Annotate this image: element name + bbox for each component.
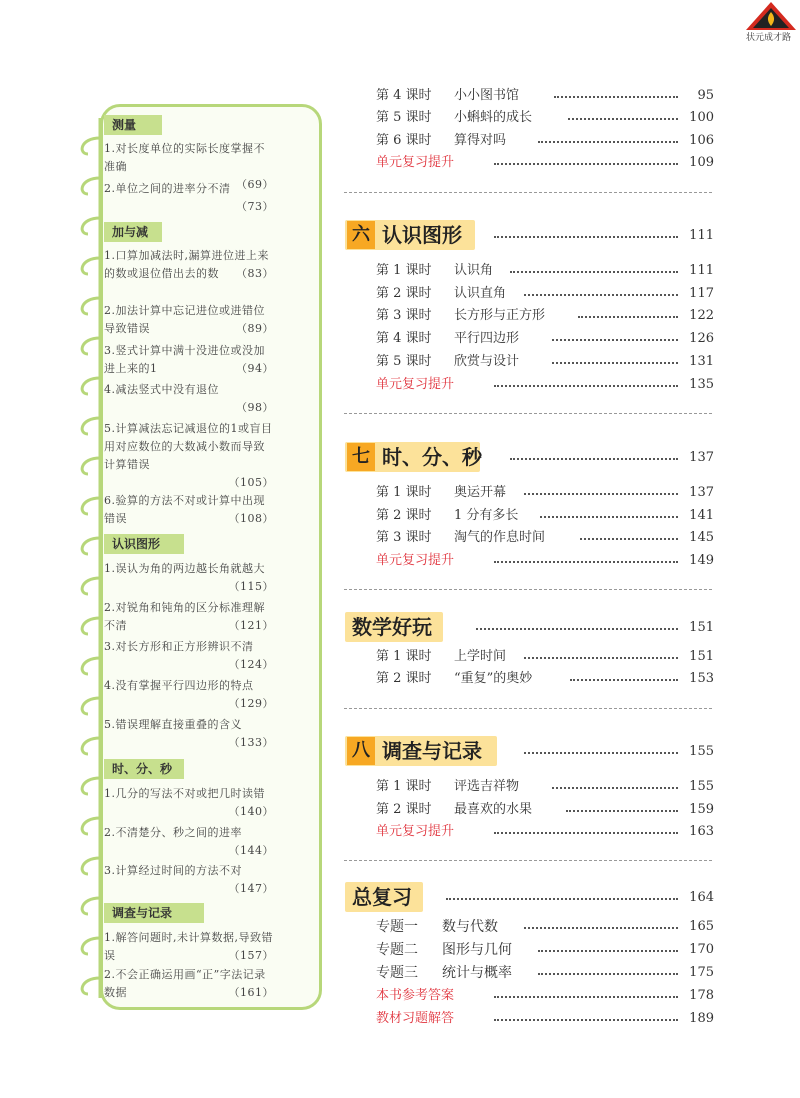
section-divider	[344, 413, 712, 414]
chapter-title[interactable]: 调查与记录	[382, 739, 482, 763]
section-divider	[344, 860, 712, 861]
section-divider	[344, 589, 712, 590]
vine-decoration-icon	[60, 118, 104, 998]
dot-leader	[494, 236, 678, 238]
logo-text: 状元成才路	[746, 33, 792, 43]
section-heading-time: 时、分、秒	[104, 759, 184, 779]
error-item: 1.解答问题时,未计算数据,导致错误 （157）	[104, 931, 274, 962]
section-heading-measure: 测量	[104, 115, 162, 135]
chapter-title[interactable]: 时、分、秒	[382, 445, 482, 469]
error-item: 4.减法竖式中没有退位 （98）	[104, 383, 274, 414]
section-heading-add-subtract: 加与减	[104, 222, 162, 242]
section-heading-survey: 调查与记录	[104, 903, 204, 923]
error-item: 5.计算减法忘记减退位的1或盲目用对应数位的大数减小数而导致计算错误 （105）	[104, 422, 274, 489]
error-item: 2.单位之间的进率分不清 （73）	[104, 182, 274, 213]
error-item: 1.口算加减法时,漏算进位进上来的数或退位借出去的数 （83）	[104, 249, 274, 280]
error-item: 4.没有掌握平行四边形的特点 （129）	[104, 679, 274, 710]
error-item: 2.对锐角和钝角的区分标准理解不清 （121）	[104, 601, 274, 632]
dot-leader	[476, 628, 678, 630]
section-heading-shapes: 认识图形	[104, 534, 184, 554]
dot-leader	[494, 832, 678, 834]
dot-leader	[494, 163, 678, 165]
error-item: 1.几分的写法不对或把几时读错 （140）	[104, 787, 274, 818]
error-item: 2.不清楚分、秒之间的进率 （144）	[104, 826, 274, 857]
dot-leader	[494, 1019, 678, 1021]
dot-leader	[510, 458, 678, 460]
chapter-number: 七	[347, 443, 375, 471]
error-item: 6.验算的方法不对或计算中出现错误 （108）	[104, 494, 274, 525]
error-item: 3.计算经过时间的方法不对 （147）	[104, 864, 274, 895]
dot-leader	[494, 996, 678, 998]
error-item: 3.对长方形和正方形辨识不清 （124）	[104, 640, 274, 671]
chapter-title[interactable]: 认识图形	[382, 223, 462, 247]
chapter-title[interactable]: 数学好玩	[352, 615, 432, 639]
error-item: 2.不会正确运用画“正”字法记录数据 （161）	[104, 968, 274, 999]
chapter-number: 八	[347, 737, 375, 765]
error-item: 1.对长度单位的实际长度掌握不准确 （69）	[104, 142, 274, 191]
dot-leader	[510, 271, 678, 273]
dot-leader	[446, 898, 678, 900]
chapter-number: 六	[347, 221, 375, 249]
section-divider	[344, 192, 712, 193]
error-item: 1.误认为角的两边越长角就越大 （115）	[104, 562, 274, 593]
error-item: 3.竖式计算中满十没进位或没加进上来的1 （94）	[104, 344, 274, 375]
dot-leader	[494, 561, 678, 563]
error-item: 2.加法计算中忘记进位或进错位导致错误 （89）	[104, 304, 274, 335]
dot-leader	[494, 385, 678, 387]
chapter-title[interactable]: 总复习	[352, 885, 412, 909]
error-item: 5.错误理解直接重叠的含义 （133）	[104, 718, 274, 749]
section-divider	[344, 708, 712, 709]
